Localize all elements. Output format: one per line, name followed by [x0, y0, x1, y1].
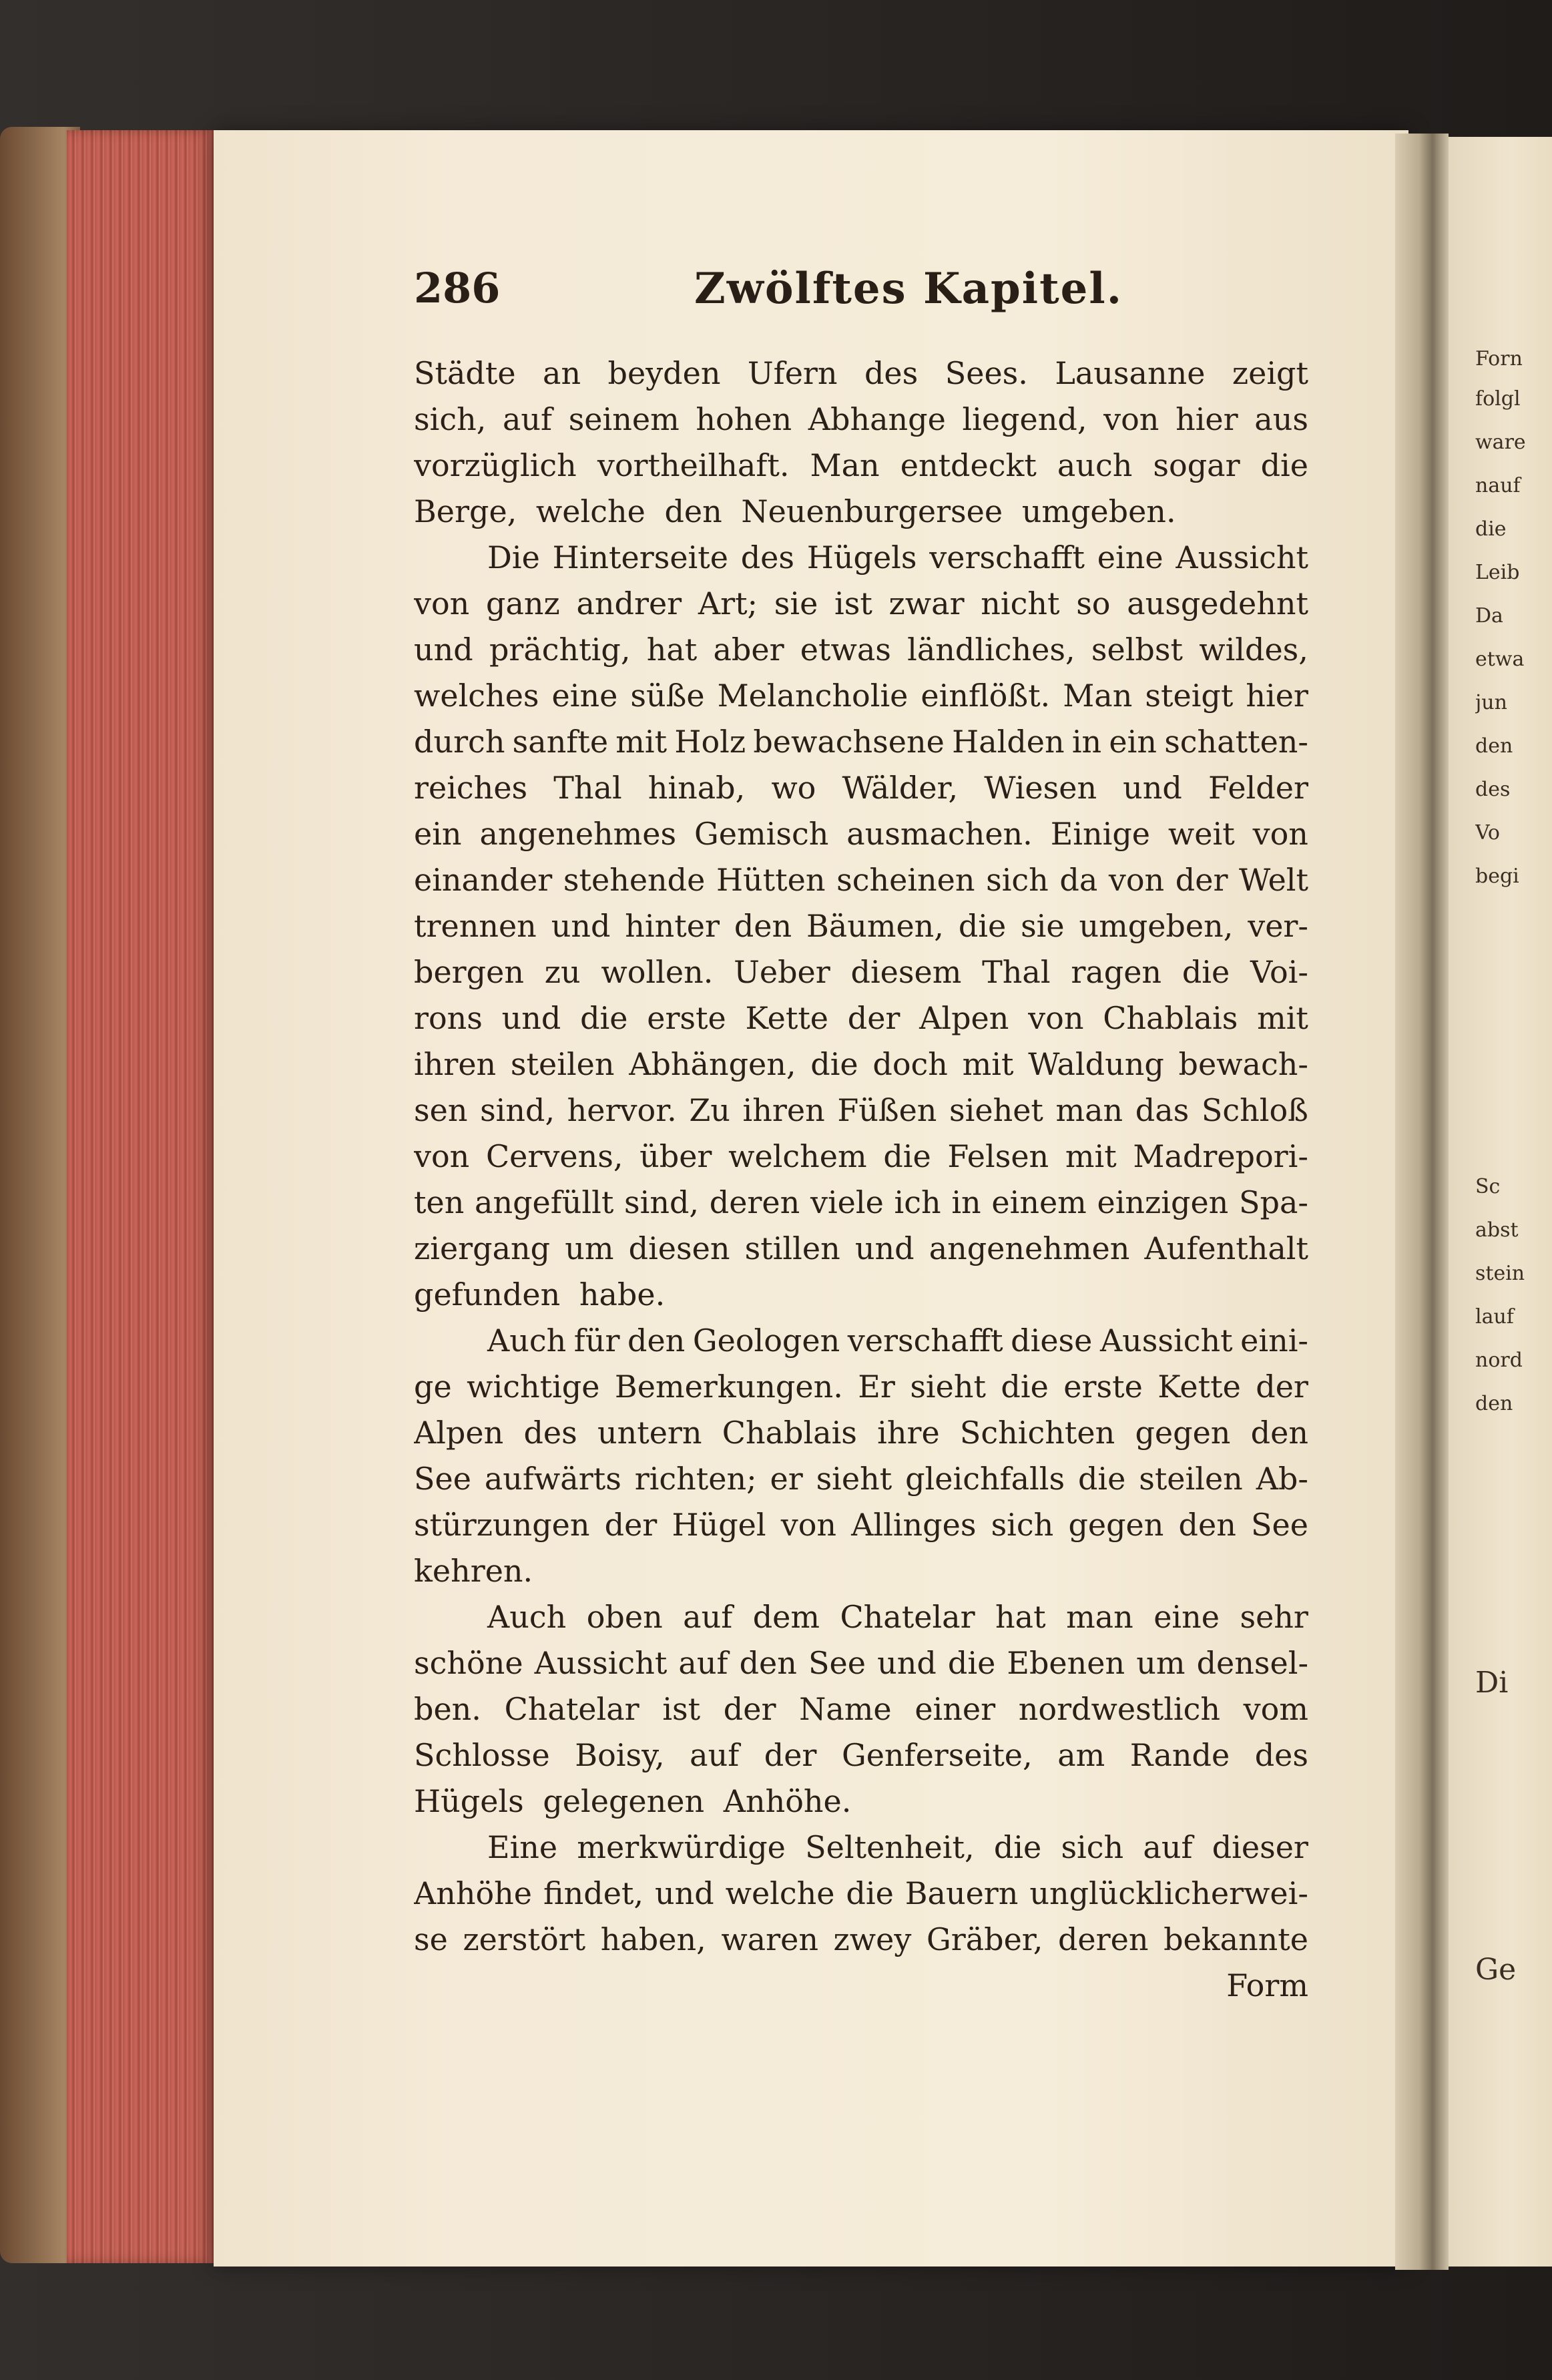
catchword: Form	[1226, 1967, 1308, 2003]
next-page-fragment: die	[1475, 517, 1507, 541]
text-line: ge wichtige Bemerkungen. Er sieht die erste Kette der	[414, 1369, 1308, 1405]
next-page-fragment: stein	[1475, 1262, 1525, 1285]
text-line: Städte an beyden Ufern des Sees. Lausanne zeigt	[414, 355, 1308, 391]
text-line: bergen zu wollen. Ueber diesem Thal ragen die Voi-	[414, 954, 1308, 990]
text-line: ziergang um diesen stillen und angenehmen Aufenthalt	[414, 1230, 1308, 1266]
text-line: von ganz andrer Art; sie ist zwar nicht so ausgedehnt	[414, 585, 1308, 622]
book-gutter	[1395, 134, 1449, 2270]
text-line: gefunden habe.	[414, 1276, 666, 1313]
text-line: sich, auf seinem hohen Abhange liegend, von hier aus	[414, 401, 1308, 437]
page-edges	[67, 130, 217, 2263]
text-line: se zerstört haben, waren zwey Gräber, deren bekannte	[414, 1921, 1308, 1957]
next-page-fragment: abst	[1475, 1218, 1519, 1242]
text-line: durch sanfte mit Holz bewachsene Halden in ein schatten-	[414, 724, 1308, 760]
next-page-fragment: Vo	[1475, 821, 1500, 845]
next-page-fragment: den	[1475, 1392, 1513, 1415]
text-line: kehren.	[414, 1553, 533, 1589]
text-line: Auch für den Geologen verschafft diese Aussicht eini-	[487, 1323, 1308, 1359]
text-line: Die Hinterseite des Hügels verschafft eine Aussicht	[487, 539, 1308, 575]
text-line: und prächtig, hat aber etwas ländliches, selbst wildes,	[414, 632, 1308, 668]
body-text	[414, 350, 1308, 2009]
next-page-fragment: Forn	[1475, 347, 1523, 371]
text-line: Auch oben auf dem Chatelar hat man eine sehr	[487, 1599, 1308, 1635]
text-line: Eine merkwürdige Seltenheit, die sich auf dieser	[487, 1829, 1308, 1865]
text-line: ihren steilen Abhängen, die doch mit Waldung bewach-	[414, 1046, 1308, 1082]
next-page-fragment: den	[1475, 734, 1513, 758]
next-page-fragment: etwa	[1475, 648, 1525, 671]
text-line: Alpen des untern Chablais ihre Schichten gegen den	[414, 1415, 1308, 1451]
next-page-fragment: begi	[1475, 865, 1519, 888]
text-line: See aufwärts richten; er sieht gleichfalls die steilen Ab-	[414, 1461, 1308, 1497]
text-line: vorzüglich vortheilhaft. Man entdeckt auch sogar die	[414, 447, 1308, 483]
next-page-fragment: nauf	[1475, 474, 1521, 497]
text-line: welches eine süße Melancholie einflößt. Man steigt hier	[414, 678, 1308, 714]
next-page-fragment: folgl	[1475, 387, 1521, 411]
page-header	[414, 264, 1308, 317]
text-line: einander stehende Hütten scheinen sich da von der Welt	[414, 862, 1308, 898]
next-page-fragment: Di	[1475, 1666, 1509, 1700]
text-line: rons und die erste Kette der Alpen von Chablais mit	[414, 1000, 1308, 1036]
next-page-fragment: Leib	[1475, 561, 1520, 584]
next-page-fragment: ware	[1475, 431, 1526, 454]
running-title: Zwölftes Kapitel.	[694, 264, 1123, 314]
next-page-fragment: Da	[1475, 604, 1503, 628]
text-line: ein angenehmes Gemisch ausmachen. Einige weit von	[414, 816, 1308, 852]
text-line: reiches Thal hinab, wo Wälder, Wiesen und Felder	[414, 770, 1308, 806]
next-page-fragment: jun	[1475, 691, 1507, 714]
next-page-fragment: des	[1475, 778, 1511, 801]
text-line: Berge, welche den Neuenburgersee umgeben.	[414, 493, 1176, 529]
text-line: sen sind, hervor. Zu ihren Füßen siehet man das Schloß	[414, 1092, 1308, 1128]
next-page-fragment: Ge	[1475, 1953, 1517, 1987]
next-page-fragment: Sc	[1475, 1175, 1501, 1198]
next-page-sliver	[1449, 137, 1552, 2267]
text-line: Hügels gelegenen Anhöhe.	[414, 1783, 852, 1819]
text-line: von Cervens, über welchem die Felsen mit Madrepori-	[414, 1138, 1308, 1174]
text-line: stürzungen der Hügel von Allinges sich gegen den See	[414, 1507, 1308, 1543]
text-line: Anhöhe findet, und welche die Bauern unglücklicherwei-	[414, 1875, 1308, 1911]
next-page-fragment: nord	[1475, 1349, 1523, 1372]
next-page-fragment: lauf	[1475, 1305, 1514, 1329]
text-line: Schlosse Boisy, auf der Genferseite, am Rande des	[414, 1737, 1308, 1773]
page-number: 286	[414, 264, 501, 312]
text-line: trennen und hinter den Bäumen, die sie umgeben, ver-	[414, 908, 1308, 944]
text-line: ben. Chatelar ist der Name einer nordwestlich vom	[414, 1691, 1308, 1727]
text-line: ten angefüllt sind, deren viele ich in einem einzigen Spa-	[414, 1184, 1308, 1220]
text-line: schöne Aussicht auf den See und die Ebenen um densel-	[414, 1645, 1308, 1681]
